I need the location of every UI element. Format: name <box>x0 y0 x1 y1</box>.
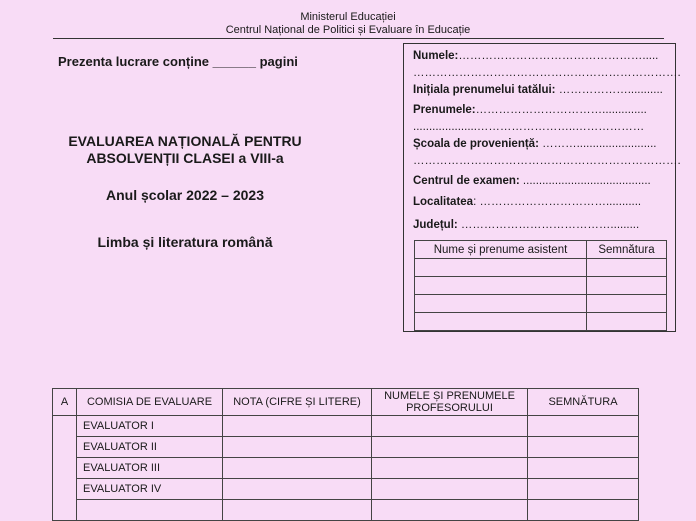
scoala-field-line2[interactable]: ……………………………………………………………. <box>413 155 681 167</box>
signature-cell[interactable] <box>528 416 639 437</box>
centrul-label: Centrul de examen: <box>413 175 520 187</box>
assistant-signature-cell[interactable] <box>587 295 667 313</box>
grade-cell[interactable] <box>223 416 372 437</box>
scoala-field[interactable]: Școala de proveniență: ………......................... <box>413 138 657 150</box>
localitatea-label: Localitatea <box>413 196 474 208</box>
centrul-field[interactable]: Centrul de examen: ........................................ <box>413 175 651 187</box>
prenumele-field[interactable]: Prenumele:…………………………….............. <box>413 104 647 116</box>
pages-note: Prezenta lucrare conține ______ pagini <box>58 54 298 69</box>
assistant-name-cell[interactable] <box>415 295 587 313</box>
evaluation-table-header <box>53 389 639 416</box>
teacher-cell[interactable] <box>372 458 528 479</box>
scoala-label: Școala de proveniență: <box>413 138 539 150</box>
table-row <box>415 259 667 277</box>
teacher-cell[interactable] <box>372 416 528 437</box>
assistant-name-cell[interactable] <box>415 313 587 331</box>
ministry-name: Ministerul Educației <box>300 11 396 23</box>
evaluator-label: EVALUATOR II <box>77 437 223 458</box>
localitatea-field[interactable]: Localitatea: ……………………………........... <box>413 196 642 208</box>
assistant-signature-header: Semnătura <box>587 241 667 259</box>
candidate-id-box <box>403 43 681 332</box>
teacher-cell[interactable] <box>372 500 528 521</box>
judetul-field[interactable]: Județul: …………………………………......... <box>413 219 640 231</box>
numele-label: Numele: <box>413 50 459 62</box>
col-signature-header: SEMNĂTURA <box>528 389 639 416</box>
grade-cell[interactable] <box>223 479 372 500</box>
signature-cell[interactable] <box>528 479 639 500</box>
numele-field-line2[interactable]: ……………………………………………………………. <box>413 67 681 79</box>
judetul-label: Județul: <box>413 219 458 231</box>
teacher-cell[interactable] <box>372 479 528 500</box>
evaluation-table <box>52 388 639 521</box>
table-row <box>415 277 667 295</box>
assistant-table <box>414 240 667 331</box>
school-year: Anul școlar 2022 – 2023 <box>106 187 264 203</box>
evaluator-label: EVALUATOR III <box>77 458 223 479</box>
center-name: Centrul Național de Politici și Evaluare în Educație <box>225 24 471 36</box>
table-row <box>415 313 667 331</box>
signature-cell[interactable] <box>528 458 639 479</box>
numele-field[interactable]: Numele:…………………………………………..... <box>413 50 659 62</box>
table-row <box>53 416 639 437</box>
col-a-header: A <box>53 389 77 416</box>
assistant-signature-cell[interactable] <box>587 277 667 295</box>
assistant-name-header: Nume și prenume asistent <box>415 241 587 259</box>
assistant-signature-cell[interactable] <box>587 259 667 277</box>
table-row <box>415 295 667 313</box>
exam-title-line2: ABSOLVENȚII CLASEI a VIII-a <box>86 150 284 166</box>
exam-title-line1: EVALUAREA NAȚIONALĂ PENTRU <box>68 133 302 149</box>
exam-title <box>40 133 330 167</box>
assistant-name-cell[interactable] <box>415 277 587 295</box>
col-teacher-header: NUMELE ȘI PRENUMELE PROFESORULUI <box>372 389 528 416</box>
evaluator-label: EVALUATOR I <box>77 416 223 437</box>
assistant-table-header <box>415 241 667 259</box>
signature-cell[interactable] <box>528 437 639 458</box>
col-commission-header: COMISIA DE EVALUARE <box>77 389 223 416</box>
assistant-signature-cell[interactable] <box>587 313 667 331</box>
prenumele-field-line2[interactable]: ....................……………………..……………… <box>413 121 645 133</box>
initiala-field[interactable]: Inițiala prenumelui tatălui: ………………........... <box>413 84 663 96</box>
header-rule <box>53 38 664 39</box>
table-row <box>53 458 639 479</box>
table-row <box>53 437 639 458</box>
teacher-cell[interactable] <box>372 437 528 458</box>
grade-cell[interactable] <box>223 437 372 458</box>
grade-cell[interactable] <box>223 458 372 479</box>
col-a-cell <box>53 416 77 521</box>
col-grade-header: NOTA (CIFRE ȘI LITERE) <box>223 389 372 416</box>
subject: Limba și literatura română <box>97 234 273 250</box>
grade-cell[interactable] <box>223 500 372 521</box>
table-row <box>53 479 639 500</box>
signature-cell[interactable] <box>528 500 639 521</box>
assistant-name-cell[interactable] <box>415 259 587 277</box>
prenumele-label: Prenumele: <box>413 104 476 116</box>
initiala-label: Inițiala prenumelui tatălui: <box>413 84 556 96</box>
evaluator-label: EVALUATOR IV <box>77 479 223 500</box>
evaluator-label-empty <box>77 500 223 521</box>
table-row <box>53 500 639 521</box>
